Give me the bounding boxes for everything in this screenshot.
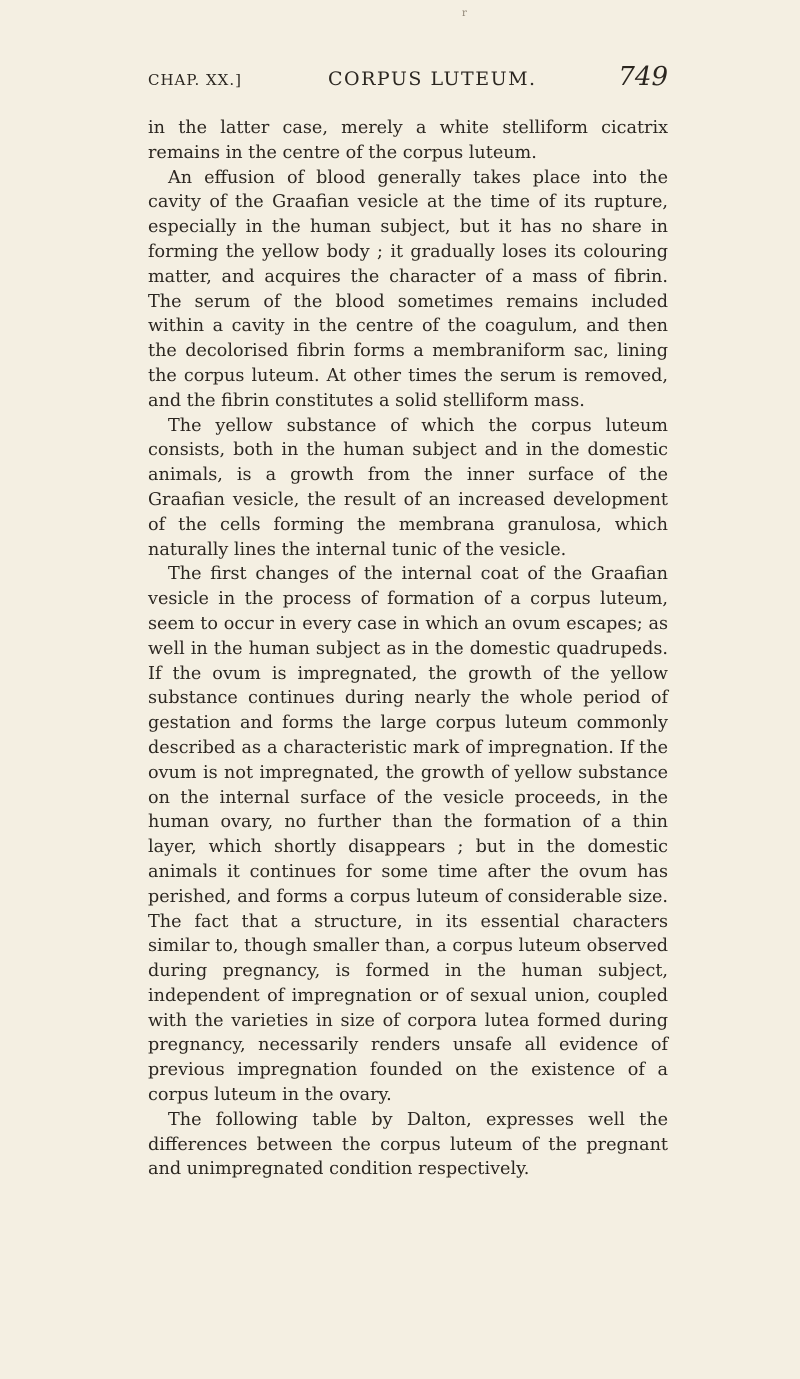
page-number: 749	[618, 62, 668, 92]
chapter-label: CHAP. XX.]	[148, 71, 242, 89]
paragraph: The following table by Dalton, expresses well the differences between the corpus luteum of the pregnant and unimpregnated condition respectively.	[148, 1109, 668, 1180]
running-header	[148, 62, 668, 96]
section-title: CORPUS LUTEUM.	[328, 68, 537, 90]
paragraph: The first changes of the internal coat of the Graafian vesicle in the process of formation of a corpus luteum, seem to occur in every case in which an ovum escapes; as well in the human subject as in the domestic quadrupeds. If the ovum is impregnated, the growth of the yellow substance continues during nearly the whole period of gestation and forms the large corpus luteum commonly described as a characteristic mark of impregnation. If the ovum is not impregnated, the growth of yellow substance on the internal surface of the vesicle proceeds, in the human ovary, no further than the formation of a thin layer, which shortly disappears ; but in the domestic animals it continues for some time after the ovum has perished, and forms a corpus luteum of considerable size. The fact that a structure, in its essential characters similar to, though smaller than, a corpus luteum observed during pregnancy, is formed in the human subject, independent of impregnation or of sexual union, coupled with the varieties in size of corpora lutea formed during pregnancy, necessarily renders unsafe all evidence of previous impregnation founded on the existence of a corpus luteum in the ovary.	[148, 564, 668, 1106]
stray-mark: r	[462, 8, 467, 19]
paragraph-continued: in the latter case, merely a white stelliform cicatrix remains in the centre of the corpus luteum.	[148, 118, 668, 163]
paragraph: An effusion of blood generally takes place into the cavity of the Graafian vesicle at the time of its rupture, especially in the human subject, but it has no share in forming the yellow body ; it gradually loses its colouring matter, and acquires the character of a mass of fibrin. The serum of the blood sometimes remains included within a cavity in the centre of the coagulum, and then the decolorised fibrin forms a membraniform sac, lining the corpus luteum. At other times the serum is removed, and the fibrin constitutes a solid stelliform mass.	[148, 167, 668, 411]
body-text	[148, 116, 668, 1182]
paragraph: The yellow substance of which the corpus luteum consists, both in the human subject and in the domestic animals, is a growth from the inner surface of the Graafian vesicle, the result of an increased development of the cells forming the membrana granulosa, which naturally lines the internal tunic of the vesicle.	[148, 415, 668, 560]
